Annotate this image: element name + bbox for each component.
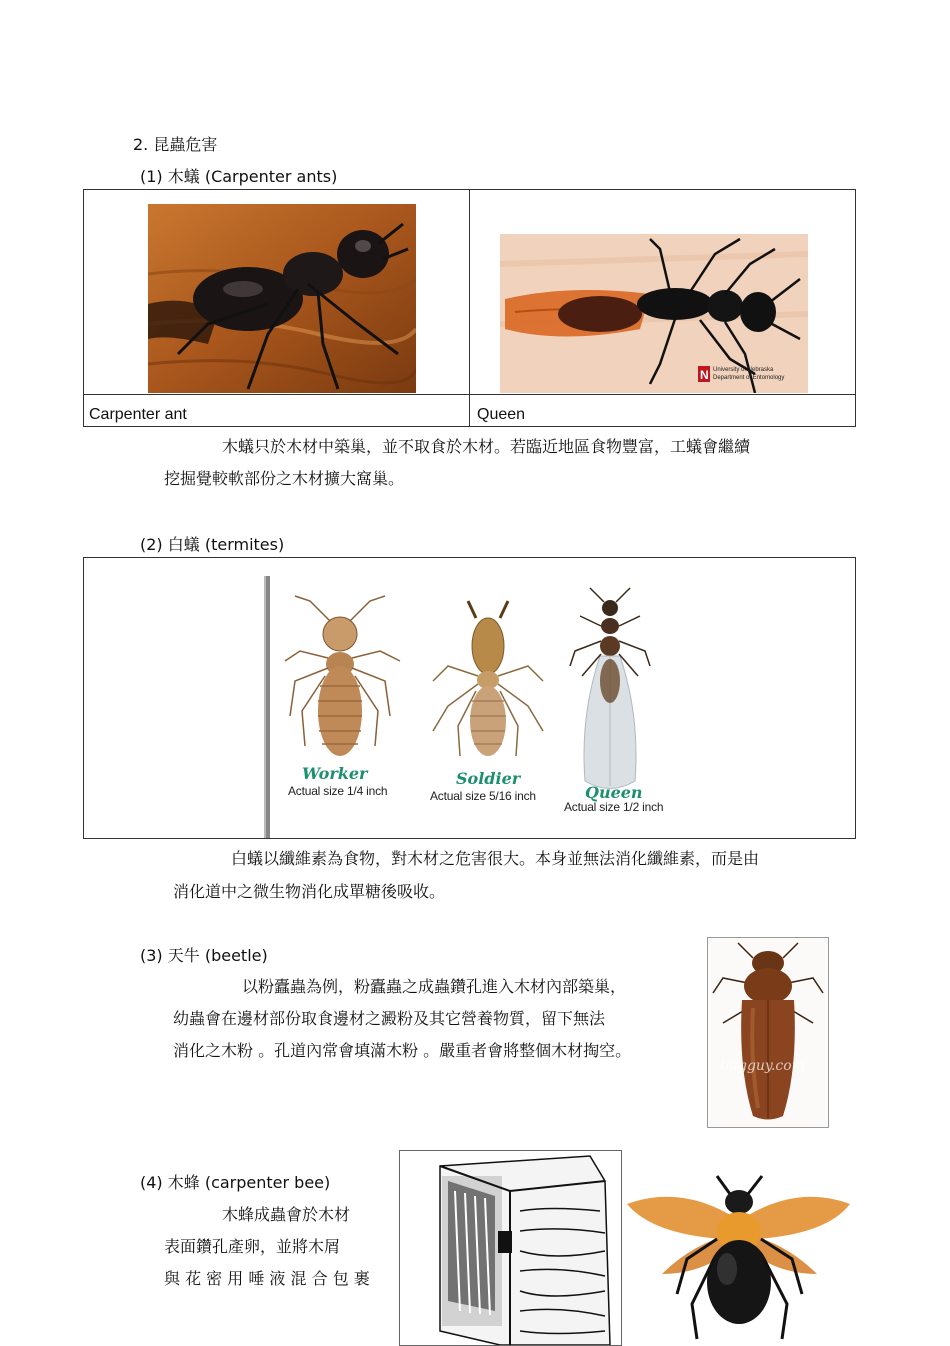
carpenter-bee-paragraph-line1: 木蜂成蟲會於木材 [222, 1205, 351, 1224]
queen-termite [570, 588, 650, 789]
carpenter-ant-caption: Carpenter ant [89, 406, 187, 423]
section-heading: 2. 昆蟲危害 [133, 135, 218, 154]
carpenter-ants-table-divider [469, 189, 470, 427]
worker-size: Actual size 1/4 inch [288, 784, 388, 798]
worker-label: Worker [302, 764, 368, 783]
carpenter-bee-paragraph-line3: 與 花 密 用 唾 液 混 合 包 裹 [164, 1269, 370, 1288]
beetle-watermark: bugguy.com [720, 1058, 805, 1074]
carpenter-ants-heading: (1) 木蟻 (Carpenter ants) [140, 167, 338, 186]
carpenter-ant-photo [148, 204, 416, 393]
beetle-paragraph-line1: 以粉蠹蟲為例，粉蠹蟲之成蟲鑽孔進入木材內部築巢， [242, 977, 627, 996]
carpenter-bee-paragraph-line2: 表面鑽孔產卵，並將木屑 [164, 1237, 341, 1256]
beetle-heading: (3) 天牛 (beetle) [140, 946, 268, 965]
carpenter-ants-table-row-divider [83, 394, 856, 395]
carpenter-ant-queen-photo [500, 234, 808, 393]
beetle-photo [707, 937, 829, 1128]
termites-paragraph-line2: 消化道中之微生物消化成單糖後吸收。 [173, 882, 446, 901]
soldier-termite [433, 601, 543, 756]
svg-text:N: N [700, 368, 709, 382]
nebraska-logo-line1: University of Nebraska [713, 367, 774, 373]
queen-caption: Queen [477, 406, 526, 423]
carpenter-ants-paragraph-line1: 木蟻只於木材中築巢，並不取食於木材。若臨近地區食物豐富，工蟻會繼續 [222, 437, 751, 456]
termites-paragraph-line1: 白蟻以纖維素為食物，對木材之危害很大。本身並無法消化纖維素，而是由 [231, 849, 760, 868]
carpenter-bee-photo [622, 1164, 856, 1346]
carpenter-bee-heading: (4) 木蜂 (carpenter bee) [140, 1173, 331, 1192]
soldier-size: Actual size 5/16 inch [430, 789, 536, 803]
soldier-label: Soldier [456, 769, 521, 788]
beetle-paragraph-line2: 幼蟲會在邊材部份取食邊材之澱粉及其它營養物質，留下無法 [173, 1009, 606, 1028]
termites-illustration [266, 576, 688, 838]
termites-heading: (2) 白蟻 (termites) [140, 535, 285, 554]
queen-label: Queen [585, 783, 643, 802]
nebraska-logo-line2: Department of Entomology [713, 375, 785, 381]
worker-termite [285, 596, 400, 756]
beetle-paragraph-line3: 消化之木粉 。孔道內常會填滿木粉 。嚴重者會將整個木材掏空。 [173, 1041, 632, 1060]
wood-tunnel-illustration [399, 1150, 622, 1346]
carpenter-ants-paragraph-line2: 挖掘覺較軟部份之木材擴大窩巢。 [164, 469, 405, 488]
queen-size: Actual size 1/2 inch [564, 800, 664, 814]
